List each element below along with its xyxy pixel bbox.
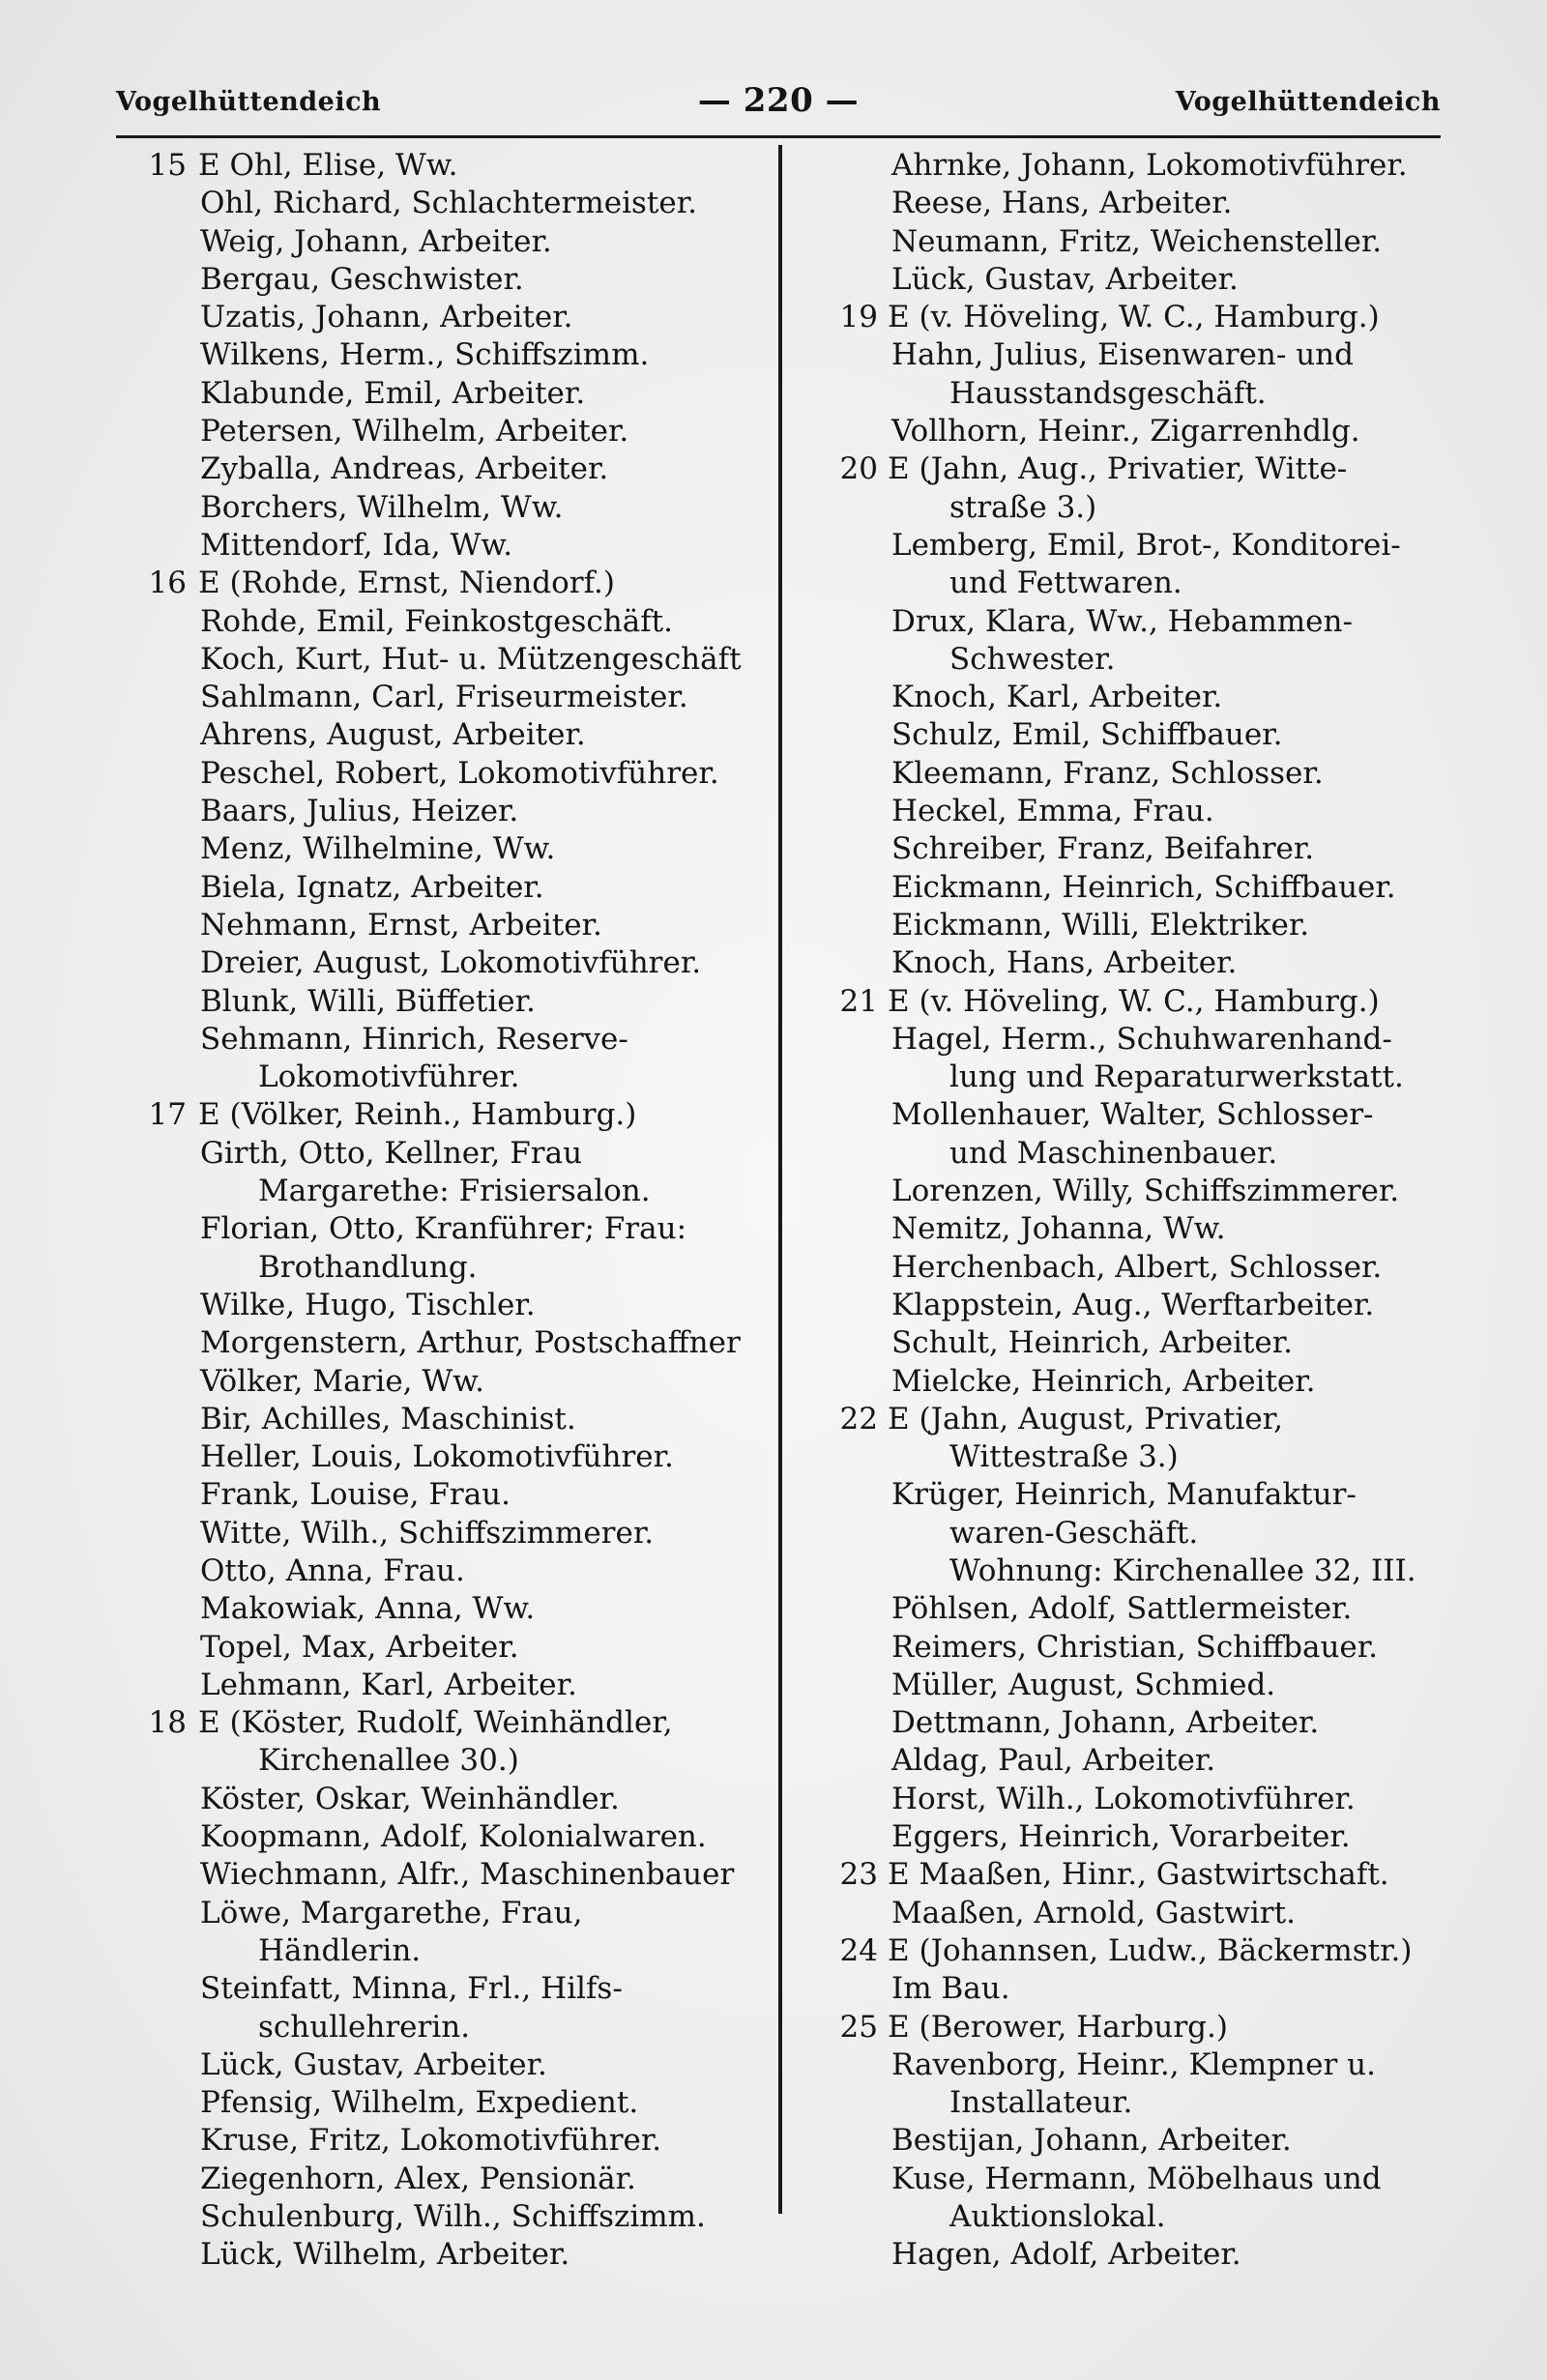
directory-entry — [131, 261, 778, 299]
directory-entry — [131, 1704, 778, 1742]
directory-entry — [822, 147, 1470, 185]
entry-text: Kuse, Hermann, Möbelhaus und — [891, 2161, 1382, 2196]
directory-entry — [131, 1476, 778, 1514]
directory-entry — [822, 679, 1470, 716]
directory-entry — [822, 1173, 1470, 1210]
directory-entry — [131, 1818, 778, 1856]
directory-entry — [822, 299, 1470, 336]
entry-text: E (Berower, Harburg.) — [888, 2009, 1228, 2045]
entry-text: Auktionslokal. — [949, 2199, 1166, 2235]
directory-entry — [822, 1590, 1470, 1628]
entry-text: E Maaßen, Hinr., Gastwirtschaft. — [888, 1857, 1389, 1893]
directory-entry — [822, 1059, 1470, 1096]
entry-text: Wohnung: Kirchenallee 32, III. — [949, 1553, 1416, 1588]
entry-text: Koopmann, Adolf, Kolonialwaren. — [200, 1819, 707, 1855]
directory-entry — [822, 375, 1470, 413]
entry-text: Lück, Gustav, Arbeiter. — [891, 261, 1239, 297]
entry-text: Witte, Wilh., Schiffszimmerer. — [200, 1515, 655, 1551]
directory-entry — [822, 944, 1470, 982]
entry-text: Eickmann, Heinrich, Schiffbauer. — [891, 869, 1396, 905]
directory-entry — [822, 641, 1470, 679]
directory-entry — [822, 603, 1470, 641]
entry-text: Nemitz, Johanna, Ww. — [891, 1211, 1226, 1247]
entry-text: Mittendorf, Ida, Ww. — [200, 527, 513, 563]
entry-text: Mielcke, Heinrich, Arbeiter. — [891, 1363, 1316, 1399]
entry-text: E (Köster, Rudolf, Weinhändler, — [198, 1705, 673, 1741]
directory-entry — [131, 1856, 778, 1894]
directory-entry — [822, 1287, 1470, 1324]
directory-entry — [822, 1704, 1470, 1742]
directory-entry — [131, 869, 778, 907]
directory-entry — [131, 830, 778, 868]
directory-entry — [131, 299, 778, 336]
entry-text: Löwe, Margarethe, Frau, — [200, 1895, 583, 1930]
directory-entry — [131, 1932, 778, 1970]
directory-entry — [131, 1438, 778, 1476]
house-number: 24 — [839, 1932, 878, 1968]
directory-entry — [822, 1210, 1470, 1248]
directory-entry — [131, 1401, 778, 1438]
entry-text: Zyballa, Andreas, Arbeiter. — [200, 451, 609, 487]
entry-text: Wilke, Hugo, Tischler. — [200, 1287, 536, 1322]
directory-entry — [131, 565, 778, 602]
entry-text: E (Jahn, August, Privatier, — [888, 1401, 1283, 1437]
entry-text: Mollenhauer, Walter, Schlosser- — [891, 1097, 1374, 1133]
directory-entry — [131, 223, 778, 261]
directory-entry — [822, 1135, 1470, 1173]
entry-text: Nehmann, Ernst, Arbeiter. — [200, 907, 602, 943]
directory-entry — [822, 223, 1470, 261]
directory-entry — [131, 527, 778, 565]
directory-entry — [822, 1970, 1470, 2008]
entry-text: Kruse, Fritz, Lokomotivführer. — [200, 2123, 662, 2159]
directory-entry — [131, 1021, 778, 1059]
entry-text: Girth, Otto, Kellner, Frau — [200, 1135, 583, 1171]
directory-entry — [822, 2122, 1470, 2160]
directory-entry — [131, 1287, 778, 1324]
directory-entry — [131, 1096, 778, 1134]
directory-entry — [822, 1667, 1470, 1704]
entry-text: E (Jahn, Aug., Privatier, Witte- — [888, 451, 1348, 487]
directory-entry — [131, 1667, 778, 1704]
directory-entry — [822, 869, 1470, 907]
entry-text: Bergau, Geschwister. — [200, 261, 524, 297]
entry-text: Weig, Johann, Arbeiter. — [200, 223, 552, 259]
directory-entry — [131, 1629, 778, 1667]
directory-entry — [131, 1059, 778, 1096]
entry-text: Otto, Anna, Frau. — [200, 1553, 465, 1588]
directory-entry — [822, 1932, 1470, 1970]
directory-entry — [131, 907, 778, 944]
entry-text: Wilkens, Herm., Schiffszimm. — [200, 337, 650, 373]
directory-entry — [131, 2009, 778, 2046]
entry-text: Biela, Ignatz, Arbeiter. — [200, 869, 544, 905]
entry-text: Drux, Klara, Ww., Hebammen- — [891, 603, 1353, 639]
entry-text: Bir, Achilles, Maschinist. — [200, 1401, 576, 1437]
entry-text: Schulz, Emil, Schiffbauer. — [891, 717, 1283, 753]
entry-text: Frank, Louise, Frau. — [200, 1477, 511, 1513]
entry-text: Maaßen, Arnold, Gastwirt. — [891, 1895, 1296, 1930]
directory-entry — [822, 1553, 1470, 1590]
entry-text: Lokomotivführer. — [258, 1059, 520, 1095]
entry-text: straße 3.) — [949, 489, 1097, 525]
entry-text: Herchenbach, Albert, Schlosser. — [891, 1249, 1383, 1285]
entry-text: Hagel, Herm., Schuhwarenhand- — [891, 1021, 1392, 1057]
entry-text: E (Rohde, Ernst, Niendorf.) — [198, 566, 615, 601]
directory-entry — [131, 1363, 778, 1401]
entry-text: Schreiber, Franz, Beifahrer. — [891, 831, 1315, 867]
directory-entry — [131, 755, 778, 793]
entry-text: Dreier, August, Lokomotivführer. — [200, 945, 702, 981]
directory-entry — [822, 1324, 1470, 1362]
entry-text: Ohl, Richard, Schlachtermeister. — [200, 186, 697, 221]
directory-entry — [131, 1135, 778, 1173]
entry-text: Eggers, Heinrich, Vorarbeiter. — [891, 1819, 1351, 1855]
directory-entry — [131, 983, 778, 1021]
directory-entry — [131, 2046, 778, 2084]
entry-text: Horst, Wilh., Lokomotivführer. — [891, 1781, 1356, 1816]
entry-text: Topel, Max, Arbeiter. — [200, 1629, 519, 1665]
directory-entry — [822, 793, 1470, 830]
directory-entry — [822, 1363, 1470, 1401]
directory-entry — [822, 2236, 1470, 2274]
directory-entry — [822, 1438, 1470, 1476]
entry-text: Ahrens, August, Arbeiter. — [200, 717, 586, 753]
entry-text: Neumann, Fritz, Weichensteller. — [891, 223, 1383, 259]
entry-text: Dettmann, Johann, Arbeiter. — [891, 1705, 1320, 1741]
entry-text: Koch, Kurt, Hut- u. Mützengeschäft — [200, 641, 742, 677]
entry-text: Heller, Louis, Lokomotivführer. — [200, 1439, 674, 1475]
directory-entry — [822, 1742, 1470, 1780]
entry-text: E (v. Höveling, W. C., Hamburg.) — [888, 983, 1380, 1019]
directory-entry — [131, 641, 778, 679]
house-number: 18 — [148, 1705, 187, 1741]
directory-entry — [131, 1553, 778, 1590]
entry-text: E (Völker, Reinh., Hamburg.) — [198, 1097, 637, 1133]
entry-text: Wiechmann, Alfr., Maschinenbauer — [200, 1857, 735, 1893]
entry-text: Händlerin. — [258, 1932, 422, 1968]
house-number: 17 — [148, 1097, 187, 1133]
entry-text: Kirchenallee 30.) — [258, 1743, 519, 1779]
directory-entry — [131, 1895, 778, 1932]
directory-entry — [131, 489, 778, 527]
directory-entry — [131, 1742, 778, 1780]
entry-text: Menz, Wilhelmine, Ww. — [200, 831, 556, 867]
header-rule — [116, 135, 1441, 138]
directory-entry — [131, 603, 778, 641]
directory-entry — [131, 1210, 778, 1248]
entry-text: lung und Reparaturwerkstatt. — [949, 1059, 1404, 1095]
house-number: 19 — [839, 300, 878, 335]
entry-text: Schult, Heinrich, Arbeiter. — [891, 1325, 1294, 1361]
directory-entry — [822, 450, 1470, 488]
entry-text: Ravenborg, Heinr., Klempner u. — [891, 2046, 1376, 2082]
house-number: 22 — [839, 1401, 878, 1437]
entry-text: E (v. Höveling, W. C., Hamburg.) — [888, 300, 1380, 335]
directory-entry — [131, 2122, 778, 2160]
entry-text: Bestijan, Johann, Arbeiter. — [891, 2123, 1292, 2159]
house-number: 21 — [839, 983, 878, 1019]
directory-entry — [822, 907, 1470, 944]
entry-text: und Maschinenbauer. — [949, 1135, 1278, 1171]
entry-text: Köster, Oskar, Weinhändler. — [200, 1781, 620, 1816]
entry-text: Klappstein, Aug., Werftarbeiter. — [891, 1287, 1375, 1322]
entry-text: Pöhlsen, Adolf, Sattlermeister. — [891, 1591, 1353, 1627]
directory-entry — [822, 489, 1470, 527]
directory-entry — [131, 1515, 778, 1553]
entry-text: Ahrnke, Johann, Lokomotivführer. — [891, 148, 1408, 183]
entry-text: Sahlmann, Carl, Friseurmeister. — [200, 680, 688, 715]
entry-text: Pfensig, Wilhelm, Expedient. — [200, 2085, 639, 2121]
directory-entry — [131, 944, 778, 982]
directory-entry — [822, 185, 1470, 222]
directory-entry — [131, 2198, 778, 2236]
running-head-right: Vogelhüttendeich — [1175, 87, 1441, 117]
directory-entry — [822, 2198, 1470, 2236]
directory-entry — [822, 830, 1470, 868]
entry-text: Borchers, Wilhelm, Ww. — [200, 489, 564, 525]
entry-text: Uzatis, Johann, Arbeiter. — [200, 300, 573, 335]
directory-entry — [822, 716, 1470, 754]
entry-text: Knoch, Karl, Arbeiter. — [891, 680, 1223, 715]
page-header — [116, 79, 1441, 133]
directory-entry — [131, 2161, 778, 2198]
entry-text: Installateur. — [949, 2085, 1133, 2121]
house-number: 25 — [839, 2009, 878, 2045]
directory-entry — [822, 755, 1470, 793]
directory-entry — [822, 1856, 1470, 1894]
entry-text: Reimers, Christian, Schiffbauer. — [891, 1629, 1379, 1665]
entry-text: E Ohl, Elise, Ww. — [198, 148, 458, 183]
directory-entry — [131, 793, 778, 830]
entry-text: Schulenburg, Wilh., Schiffszimm. — [200, 2199, 706, 2235]
entry-text: Makowiak, Anna, Ww. — [200, 1591, 536, 1627]
entry-text: Reese, Hans, Arbeiter. — [891, 186, 1233, 221]
directory-entry — [822, 1096, 1470, 1134]
entry-text: Im Bau. — [891, 1971, 1010, 2007]
entry-text: Ziegenhorn, Alex, Pensionär. — [200, 2161, 636, 2196]
entry-text: E (Johannsen, Ludw., Bäckermstr.) — [888, 1932, 1413, 1968]
entry-text: schullehrerin. — [258, 2009, 471, 2045]
entry-text: Lehmann, Karl, Arbeiter. — [200, 1667, 577, 1702]
entry-text: Lemberg, Emil, Brot-, Konditorei- — [891, 527, 1401, 563]
house-number: 23 — [839, 1857, 878, 1893]
directory-entry — [822, 2009, 1470, 2046]
column-divider — [778, 145, 782, 2214]
entry-text: Klabunde, Emil, Arbeiter. — [200, 375, 586, 411]
entry-text: Rohde, Emil, Feinkostgeschäft. — [200, 603, 673, 639]
directory-entry — [131, 450, 778, 488]
entry-text: Knoch, Hans, Arbeiter. — [891, 945, 1238, 981]
directory-entry — [822, 1401, 1470, 1438]
directory-entry — [822, 1781, 1470, 1818]
directory-entry — [131, 716, 778, 754]
entry-text: Aldag, Paul, Arbeiter. — [891, 1743, 1216, 1779]
entry-text: Baars, Julius, Heizer. — [200, 794, 519, 829]
entry-text: Vollhorn, Heinr., Zigarrenhdlg. — [891, 414, 1360, 450]
entry-text: Hausstandsgeschäft. — [949, 375, 1267, 411]
entry-text: Lorenzen, Willy, Schiffszimmerer. — [891, 1174, 1400, 1209]
entry-text: Wittestraße 3.) — [949, 1439, 1179, 1475]
directory-entry — [822, 1515, 1470, 1553]
house-number: 16 — [148, 566, 187, 601]
entry-text: Kleemann, Franz, Schlosser. — [891, 755, 1324, 791]
entry-text: Margarethe: Frisiersalon. — [258, 1174, 651, 1209]
directory-entry — [822, 336, 1470, 374]
directory-entry — [822, 2084, 1470, 2122]
running-head-left: Vogelhüttendeich — [116, 87, 382, 117]
left-column — [131, 147, 778, 2275]
entry-text: Hahn, Julius, Eisenwaren- und — [891, 337, 1354, 373]
directory-entry — [822, 2046, 1470, 2084]
entry-text: Sehmann, Hinrich, Reserve- — [200, 1021, 628, 1057]
directory-entry — [131, 185, 778, 222]
entry-text: Heckel, Emma, Frau. — [891, 794, 1214, 829]
directory-entry — [131, 375, 778, 413]
entry-text: Hagen, Adolf, Arbeiter. — [891, 2237, 1241, 2273]
entry-text: Lück, Wilhelm, Arbeiter. — [200, 2237, 570, 2273]
directory-entry — [131, 2084, 778, 2122]
directory-entry — [131, 2236, 778, 2274]
right-column — [822, 147, 1470, 2275]
entry-text: Müller, August, Schmied. — [891, 1667, 1276, 1702]
entry-text: Brothandlung. — [258, 1249, 478, 1285]
entry-text: Florian, Otto, Kranführer; Frau: — [200, 1211, 687, 1247]
directory-entry — [131, 1590, 778, 1628]
entry-text: Blunk, Willi, Büffetier. — [200, 983, 536, 1019]
directory-entry — [822, 261, 1470, 299]
directory-entry — [822, 2161, 1470, 2198]
directory-entry — [822, 983, 1470, 1021]
entry-text: Petersen, Wilhelm, Arbeiter. — [200, 414, 629, 450]
directory-entry — [131, 413, 778, 450]
directory-entry — [131, 1173, 778, 1210]
directory-entry — [131, 1781, 778, 1818]
entry-text: waren-Geschäft. — [949, 1515, 1199, 1551]
entry-text: Eickmann, Willi, Elektriker. — [891, 907, 1310, 943]
directory-entry — [822, 527, 1470, 565]
directory-entry — [822, 1818, 1470, 1856]
entry-text: Peschel, Robert, Lokomotivführer. — [200, 755, 719, 791]
directory-entry — [131, 1249, 778, 1287]
entry-text: Lück, Gustav, Arbeiter. — [200, 2046, 547, 2082]
entry-text: und Fettwaren. — [949, 566, 1182, 601]
page-number: — 220 — — [697, 81, 860, 120]
directory-entry — [131, 1970, 778, 2008]
directory-entry — [822, 565, 1470, 602]
directory-entry — [822, 1021, 1470, 1059]
directory-entry — [131, 336, 778, 374]
directory-entry — [822, 1249, 1470, 1287]
entry-text: Schwester. — [949, 641, 1116, 677]
entry-text: Morgenstern, Arthur, Postschaffner — [200, 1325, 741, 1361]
directory-entry — [822, 413, 1470, 450]
entry-text: Völker, Marie, Ww. — [200, 1363, 484, 1399]
directory-entry — [822, 1895, 1470, 1932]
directory-entry — [131, 1324, 778, 1362]
entry-text: Krüger, Heinrich, Manufaktur- — [891, 1477, 1357, 1513]
house-number: 15 — [148, 148, 187, 183]
directory-entry — [822, 1629, 1470, 1667]
directory-entry — [131, 679, 778, 716]
directory-entry — [131, 147, 778, 185]
house-number: 20 — [839, 451, 878, 487]
directory-entry — [822, 1476, 1470, 1514]
entry-text: Steinfatt, Minna, Frl., Hilfs- — [200, 1971, 623, 2007]
